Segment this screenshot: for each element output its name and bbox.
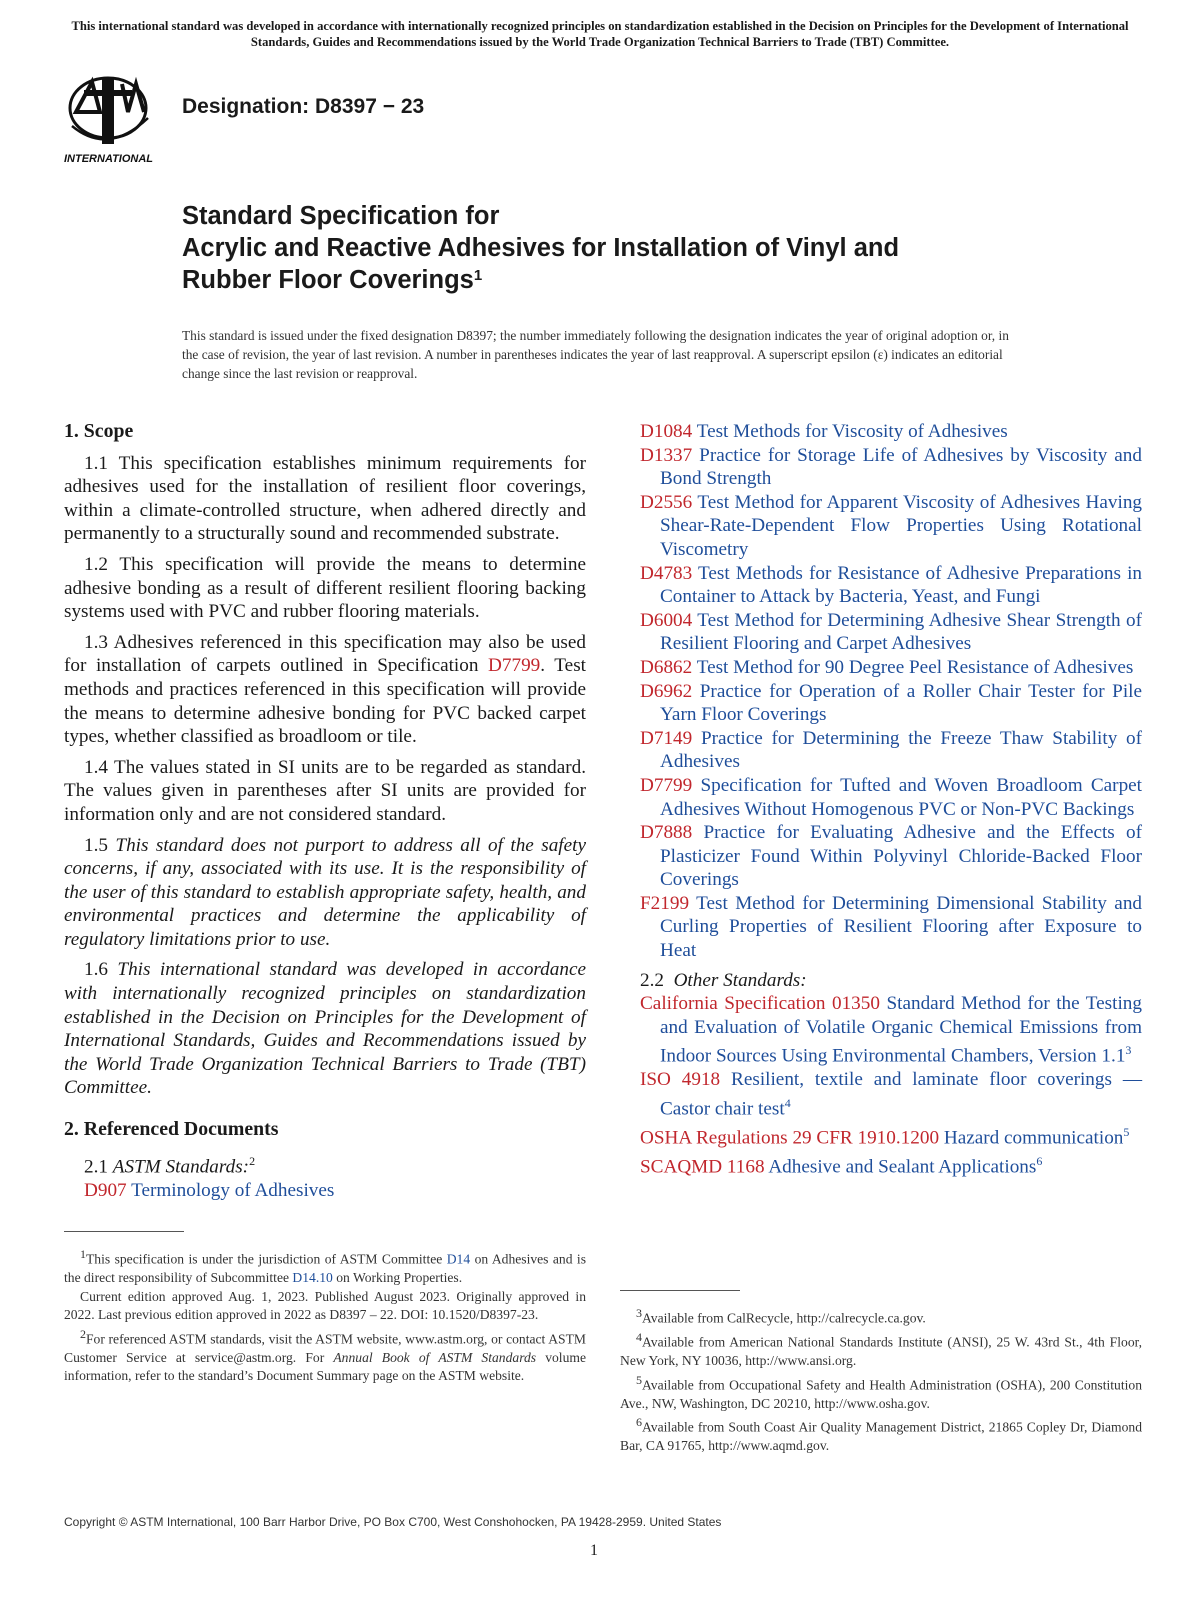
scope-para-1-5: 1.5 This standard does not purport to address all of the safety concerns, if any, associated with its use. It is the responsibility of the user of this standard to establish appropriate safety, health, and environmental practices and determine the applicability of regulatory limitations prior to use. [64,834,586,950]
copyright: Copyright © ASTM International, 100 Barr Harbor Drive, PO Box C700, West Conshohocken, PA 19428-2959. United States [64,1515,722,1529]
astm-standards-label: 2.1 ASTM Standards:$^2$ [84,1153,256,1178]
reference-code: D7799 [640,774,693,796]
d7799-link[interactable]: D7799 [488,655,541,677]
footnote-6: $^6$Available from South Coast Air Quality Management District, 21865 Copley Dr, Diamond Bar, CA 91765, http://www.aqmd.gov. [620,1415,1142,1454]
issued-note: This standard is issued under the fixed designation D8397; the number immediately following the designation indicates the year of original adoption or, in the case of revision, the year of last revision. A number in parentheses indicates the year of last reapproval. A superscript epsilon (ε) indicates an editorial change since the last revision or reapproval. [182,328,1009,381]
ref-d6862[interactable] [640,656,1142,680]
reference-code: D7149 [640,727,693,749]
reference-footnote-mark: 3 [1125,1043,1132,1058]
reference-title: Standard Method for the Testing and Evaluation of Volatile Organic Chemical Emissions from Indoor Sources Using Environmental Chambers, Version 1.1 [660,993,1142,1067]
document-title [182,200,1082,296]
reference-title: Specification for Tufted and Woven Broadloom Carpet Adhesives Without Homogenous PVC or Non-PVC Backings [660,774,1143,820]
reference-title: Adhesive and Sealant Applications [768,1156,1037,1178]
right-column [640,420,1142,1179]
reference-code: OSHA Regulations 29 CFR 1910.1200 [640,1127,940,1149]
reference-title: Practice for Storage Life of Adhesives by Viscosity and Bond Strength [660,444,1142,490]
scope-para-1-3: 1.3 Adhesives referenced in this specification may also be used for installation of carpets outlined in Specification D7799. Test methods and practices referenced in this specification will provide the means to determine adhesive bonding for PVC backed carpet types, whether classified as broadloom or tile. [64,631,586,748]
footnote-1: $^1$This specification is under the jurisdiction of ASTM Committee D14 on Adhesives and is the direct responsibility of Subcommittee D14.10 on Working Properties. [64,1247,586,1286]
reference-code: SCAQMD 1168 [640,1156,765,1178]
wto-notice: This international standard was developed in accordance with internationally recognized principles on standardization established in the Decision on Principles for the Development of International Standards, Guides and Recommendations issued by the World Trade Organization Technical Barriers to Trade (TBT) Committee. [71,19,1129,49]
ref-d1084[interactable] [640,420,1142,444]
ref-d6004[interactable] [640,609,1142,656]
other-standards-label: 2.2 Other Standards: [640,969,807,991]
scope-para-1-6: 1.6 This international standard was developed in accordance with internationally recognized principles on standardization established in the Decision on Principles for the Development of International Standards, Guides and Recommendations issued by the World Trade Organization Technical Barriers to Trade (TBT) Committee. [64,959,586,1099]
reference-code: D6862 [640,656,693,678]
title-footnote-mark: 1 [473,267,483,284]
reference-title: Resilient, textile and laminate floor coverings — Castor chair test [660,1069,1143,1120]
astm-logo [62,68,172,168]
reference-title: Hazard communication [943,1127,1124,1149]
ref-f2199[interactable] [640,892,1142,963]
title-line-1: Standard Specification for [182,202,500,230]
reference-code: D1084 [640,421,693,442]
title-line-3: Rubber Floor Coverings$^1$ [182,266,483,294]
reference-title: Test Method for Determining Dimensional Stability and Curling Properties of Resilient Flooring after Exposure to Heat [660,892,1143,962]
footnote-2: $^2$For referenced ASTM standards, visit the ASTM website, www.astm.org, or contact ASTM Customer Service at service@astm.org. For Annual Book of ASTM Standards volume information, refer to the standard’s Document Summary page on the ASTM website. [64,1326,586,1384]
edition-note: Current edition approved Aug. 1, 2023. Published August 2023. Originally approved in 2022. Last previous edition approved in 2022 as D8397 – 22. DOI: 10.1520/D8397-23. [64,1288,586,1323]
reference-footnote-mark: 4 [784,1096,791,1111]
ref-d1337[interactable] [640,444,1142,491]
reference-footnote-mark: 5 [1123,1125,1130,1139]
scope-heading: 1. Scope [64,420,134,442]
reference-title: Test Method for Determining Adhesive Shear Strength of Resilient Flooring and Carpet Adhesives [660,609,1142,655]
reference-title: Test Methods for Resistance of Adhesive Preparations in Container to Attack by Bacteria, Yeast, and Fungi [660,562,1142,608]
ref-d4783[interactable] [640,562,1142,609]
reference-title: Practice for Evaluating Adhesive and the Effects of Plasticizer Found Within Polyvinyl Chloride-Backed Floor Coverings [660,822,1142,891]
reference-title: Test Methods for Viscosity of Adhesives [696,421,1008,442]
footnote-4: $^4$Available from American National Standards Institute (ANSI), 25 W. 43rd St., 4th Floor, New York, NY 10036, http://www.ansi.org. [620,1330,1142,1369]
other-ref-scaqmd-1168[interactable] [640,1150,1142,1179]
d14-link[interactable]: D14 [446,1251,471,1267]
reference-code: California Specification 01350 [640,993,880,1015]
footnote-rule-left [64,1231,184,1232]
reference-code: D6962 [640,680,693,702]
reference-code: D2556 [640,491,693,513]
ref-d907[interactable]: D907 Terminology of Adhesives [84,1179,335,1201]
reference-title: Practice for Operation of a Roller Chair Tester for Pile Yarn Floor Coverings [660,680,1142,726]
reference-code: F2199 [640,892,690,914]
scope-para-1-2: 1.2 This specification will provide the means to determine adhesive bonding as a result of different resilient flooring backing systems used with PVC and rubber flooring materials. [64,553,586,623]
ref-d6962[interactable] [640,680,1142,727]
other-ref-california-specification-01350[interactable] [640,992,1142,1068]
reference-title: Test Method for Apparent Viscosity of Adhesives Having Shear-Rate-Dependent Flow Properties Using Rotational Viscometry [660,491,1143,560]
reference-code: ISO 4918 [640,1069,721,1091]
reference-footnote-mark: 6 [1036,1153,1043,1168]
logo-subtext: INTERNATIONAL [64,153,154,165]
ref-d7888[interactable] [640,821,1142,892]
reference-code: D1337 [640,444,693,466]
reference-title: Practice for Determining the Freeze Thaw Stability of Adhesives [660,727,1143,773]
designation: Designation: D8397 − 23 [182,95,425,118]
other-ref-osha-regulations-29-cfr-1910-1200[interactable] [640,1121,1142,1150]
scope-para-1-4: 1.4 The values stated in SI units are to be regarded as standard. The values given in parentheses after SI units are provided for information only and are not considered standard. [64,756,586,825]
other-reference-list [640,992,1142,1179]
refdocs-heading: 2. Referenced Documents [64,1118,279,1141]
footnote-rule-right [620,1290,740,1291]
left-column [64,420,586,1202]
footnotes-left [64,1245,586,1386]
ref-d7149[interactable] [640,727,1142,774]
ref-d2556[interactable] [640,491,1142,562]
other-ref-iso-4918[interactable] [640,1068,1142,1121]
d14-10-link[interactable]: D14.10 [292,1270,333,1286]
scope-para-1-1: 1.1 This specification establishes minimum requirements for adhesives used for the installation of resilient floor coverings, within a climate-controlled structure, when adhered directly and permanently to a structurally sound and recommended substrate. [64,452,586,545]
ref-d7799[interactable] [640,774,1142,821]
reference-code: D6004 [640,609,693,631]
reference-code: D7888 [640,822,693,844]
page-number: 1 [590,1542,598,1559]
footnote-3: $^3$Available from CalRecycle, http://calrecycle.ca.gov. [636,1306,926,1326]
astm-reference-list [640,420,1142,963]
reference-code: D4783 [640,562,693,584]
footnotes-right [620,1304,1142,1456]
footnote-5: $^5$Available from Occupational Safety and Health Administration (OSHA), 200 Constitution Ave., NW, Washington, DC 20210, http://www.osha.gov. [620,1372,1142,1411]
title-line-2: Acrylic and Reactive Adhesives for Installation of Vinyl and [182,234,900,262]
reference-title: Test Method for 90 Degree Peel Resistance of Adhesives [696,656,1134,678]
